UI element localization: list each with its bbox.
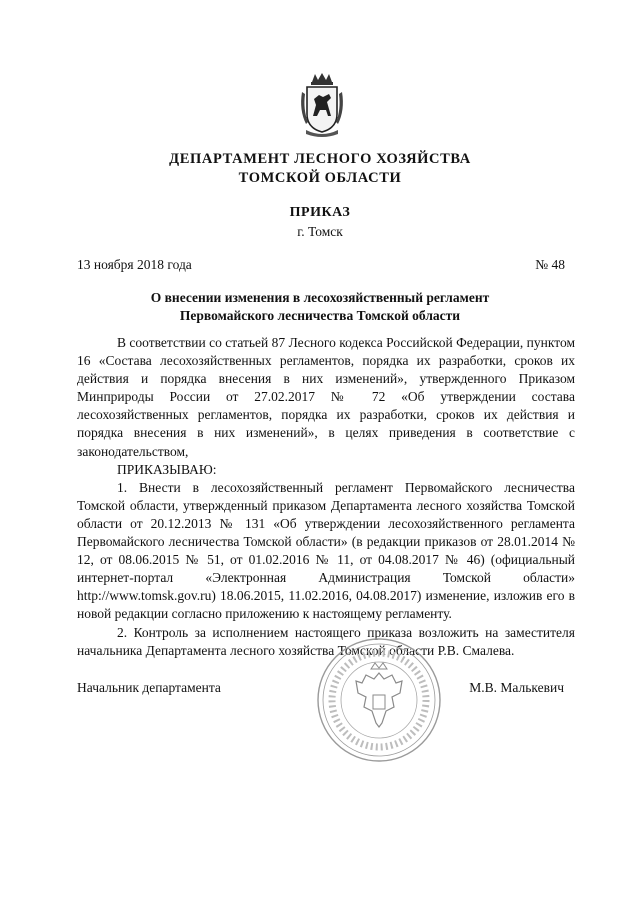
signature-name: М.В. Малькевич (469, 680, 564, 695)
document-type: ПРИКАЗ (289, 205, 351, 220)
department-name-line2: ТОМСКОЙ ОБЛАСТИ (238, 170, 402, 186)
document-date: 13 ноября 2018 года (77, 257, 192, 272)
document-city: г. Томск (297, 224, 343, 239)
order-item-1: 1. Внести в лесохозяйственный регламент Первомайского лесничества Томской области, утвержденный приказом Департамента лесного хозяйства Томской области от 20.12.2013 № 131 «Об утверждении лесохозяйственного регламента Первомайского лесничества Томской области» (в редакции приказов от 28.01.2014 № 12, от 08.06.2015 № 51, от 01.02.2016 № 11, от 04.08.2017 № 46) (официальный интернет-портал «Электронная Администрация Томской области» http://www.tomsk.gov.ru) 18.06.2015, 11.02.2016, 04.08.2017) изменение, изложив его в новой редакции согласно приложению к настоящему регламенту. (77, 479, 575, 622)
document-number: № 48 (535, 257, 565, 272)
signature-role: Начальник департамента (77, 680, 221, 695)
official-round-seal-icon (316, 637, 442, 763)
decree-word: ПРИКАЗЫВАЮ: (117, 461, 217, 477)
document-body (77, 334, 575, 660)
tomsk-oblast-coat-of-arms-icon (298, 72, 346, 140)
subject-line2: Первомайского лесничества Томской области (179, 308, 461, 323)
preamble-paragraph: В соответствии со статьей 87 Лесного кодекса Российской Федерации, пунктом 16 «Состава лесохозяйственных регламентов, порядка их разработки, сроков их действия и порядка внесения в них изменений», утвержденного Приказом Минприроды России от 27.02.2017 № 72 «Об утверждении состава лесохозяйственных регламентов, порядка их разработки, сроков их действия и порядка внесения в них изменений», в целях приведения в соответствие с законодательством, (77, 335, 575, 459)
order-item-2: 2. Контроль за исполнением настоящего приказа возложить на заместителя начальника Департамента лесного хозяйства Томской области Р.В. Смалева. (77, 624, 575, 658)
subject-line1: О внесении изменения в лесохозяйственный регламент (150, 290, 490, 305)
department-name-line1: ДЕПАРТАМЕНТ ЛЕСНОГО ХОЗЯЙСТВА (169, 151, 471, 167)
